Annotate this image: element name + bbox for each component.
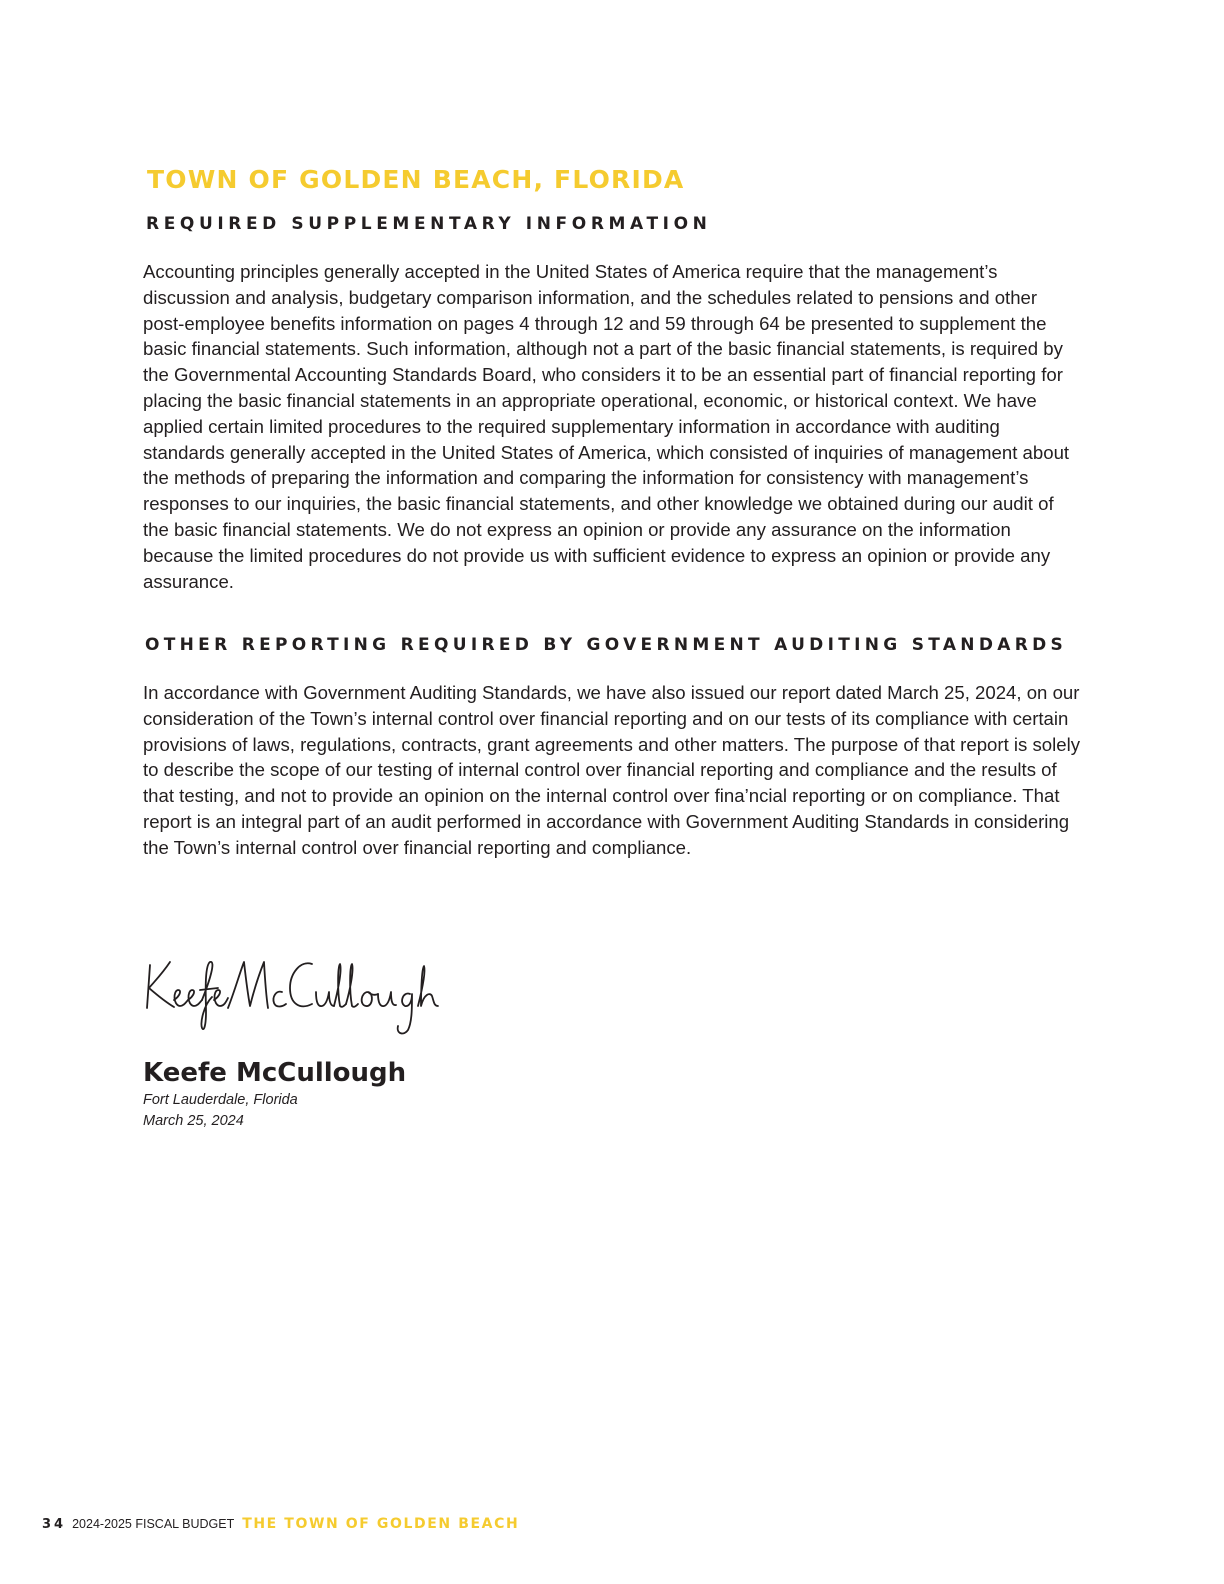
town-title: TOWN OF GOLDEN BEACH, FLORIDA	[147, 165, 685, 194]
section-heading-other-reporting: OTHER REPORTING REQUIRED BY GOVERNMENT AUDITING STANDARDS	[145, 635, 1068, 655]
paragraph-required-supplementary: Accounting principles generally accepted in the United States of America require that the management’s discussion and analysis, budgetary comparison information, and the schedules related to pensions and other post-employee benefits information on pages 4 through 12 and 59 through 64 be presented to supplement the basic financial statements. Such information, although not a part of the basic financial statements, is required by the Governmental Accounting Standards Board, who considers it to be an essential part of financial reporting for placing the basic financial statements in an appropriate operational, economic, or historical context. We have applied certain limited procedures to the required supplementary information in accordance with auditing standards generally accepted in the United States of America, which consisted of inquiries of management about the methods of preparing the information and comparing the information for consistency with management’s responses to our inquiries, the basic financial statements, and other knowledge we obtained during our audit of the basic financial statements. We do not express an opinion or provide any assurance on the information because the limited procedures do not provide us with sufficient evidence to express an opinion or provide any assurance.	[143, 261, 1070, 592]
handwritten-signature	[140, 950, 460, 1045]
signer-location: Fort Lauderdale, Florida	[143, 1092, 298, 1108]
page-footer	[42, 1514, 519, 1534]
page-number: 34	[42, 1516, 67, 1532]
paragraph-other-reporting: In accordance with Government Auditing Standards, we have also issued our report dated March 25, 2024, on our consideration of the Town’s internal control over financial reporting and on our tests of its compliance with certain provisions of laws, regulations, contracts, grant agreements and other matters. The purpose of that report is solely to describe the scope of our testing of internal control over financial reporting and compliance and the results of that testing, and not to provide an opinion on the internal control over fina’ncial reporting or on compliance. That report is an integral part of an audit performed in accordance with Government Auditing Standards in considering the Town’s internal control over financial reporting and compliance.	[143, 682, 1081, 858]
footer-town-label: THE TOWN OF GOLDEN BEACH	[242, 1516, 520, 1532]
signer-date: March 25, 2024	[143, 1113, 244, 1129]
section-heading-required-supplementary: REQUIRED SUPPLEMENTARY INFORMATION	[146, 214, 712, 234]
footer-budget-label: 2024-2025 FISCAL BUDGET	[72, 1517, 235, 1531]
signer-name: Keefe McCullough	[143, 1058, 407, 1088]
